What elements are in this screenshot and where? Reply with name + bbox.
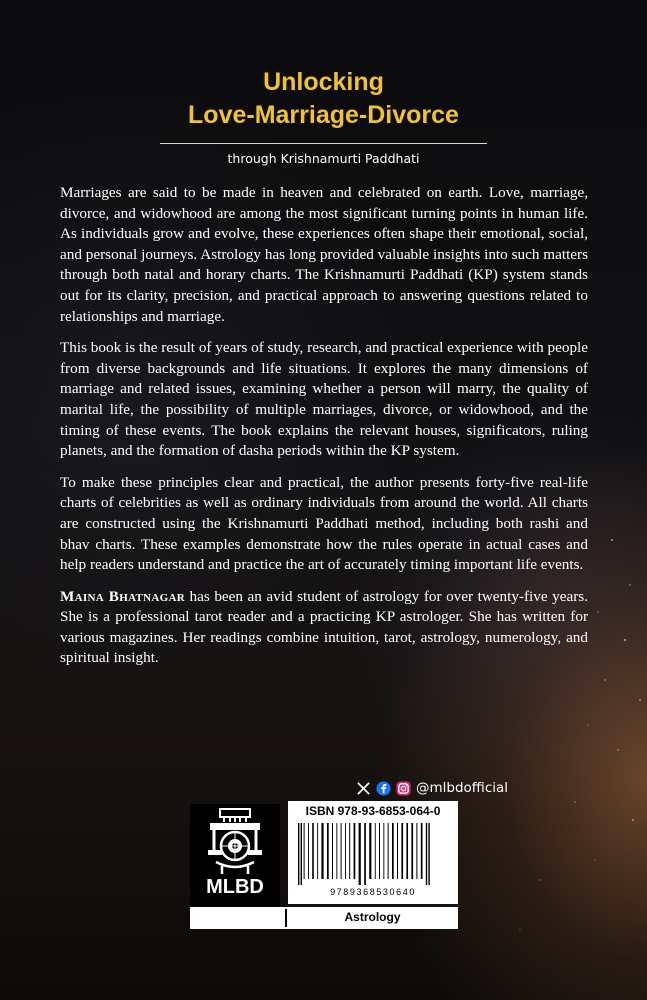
- barcode-bar: [421, 823, 423, 879]
- barcode-bar: [312, 823, 314, 879]
- title-line-1: Unlocking: [263, 68, 384, 96]
- isbn-barcode-box: [288, 801, 458, 904]
- barcode-bar: [354, 823, 356, 879]
- barcode-bar: [416, 823, 417, 879]
- book-subtitle: through Krishnamurti Paddhati: [227, 151, 420, 166]
- barcode-bar: [336, 823, 337, 879]
- blurb-paragraph-3: To make these principles clear and practical, the author presents forty-five real-life charts of celebrities as well as ordinary individuals from around the world. All charts are constructed using the Krishnamurti Paddhati method, including both rashi and bhav charts. These examples demonstrate how the rules operate in actual cases and help readers understand and practice the art of accurately timing important life events.: [60, 473, 588, 574]
- barcode-bar: [308, 823, 309, 879]
- category-label: Astrology: [344, 910, 401, 924]
- author-name: Maina Bhatnagar: [60, 587, 185, 605]
- barcode-bar: [298, 823, 299, 885]
- barcode-bar: [428, 823, 429, 885]
- blurb-paragraph-2: This book is the result of years of study, research, and practical experience with people from diverse backgrounds and life situations. It explores the many dimensions of marriage and related issues, examining whether a person will marry, the quality of marital life, the possibility of multiple marriages, divorce, or widowhood, and the timing of these events. The book explains the relevant houses, significators, ruling planets, and the formation of dasha periods within the KP system.: [60, 339, 588, 460]
- barcode-bar: [349, 823, 350, 879]
- barcode-bar: [401, 823, 403, 879]
- barcode-bar: [411, 823, 413, 879]
- barcode-bar: [327, 823, 329, 879]
- isbn-label: ISBN 978-93-6853-064-0: [305, 804, 441, 818]
- title-divider: [160, 143, 487, 144]
- barcode-bar: [317, 823, 318, 879]
- blurb-paragraph-1: Marriages are said to be made in heaven and celebrated on earth. Love, marriage, divorce, and widowhood are among the most significant turning points in human life. As individuals grow and evolve, these experiences often shape their emotional, social, and personal journeys. Astrology has long provided valuable insights into such matters through both natal and horary charts. The Krishnamurti Paddhati (KP) system stands out for its clarity, precision, and practical approach to answering questions related to relationships and marriage.: [60, 184, 588, 325]
- barcode-bar: [359, 823, 361, 885]
- barcode-bar: [397, 823, 398, 879]
- barcode-bar: [301, 823, 302, 885]
- barcode-bar: [388, 823, 389, 879]
- social-handle[interactable]: @mlbdofficial: [416, 780, 509, 796]
- social-links: [356, 778, 508, 798]
- barcode-digits: 9789368530640: [330, 887, 416, 897]
- barcode-bar: [392, 823, 394, 879]
- barcode-bar: [332, 823, 333, 879]
- barcode-bar: [426, 823, 427, 885]
- instagram-icon[interactable]: [396, 781, 411, 796]
- barcode-bar: [345, 823, 346, 879]
- author-bio: [60, 587, 588, 669]
- barcode-bar: [406, 823, 408, 879]
- barcode-bar: [379, 823, 380, 879]
- book-title: [0, 66, 647, 132]
- barcode-bar: [369, 823, 371, 879]
- title-line-2: Love-Marriage-Divorce: [188, 101, 459, 129]
- barcode-bar: [304, 823, 305, 879]
- publisher-name: MLBD: [206, 876, 264, 898]
- facebook-icon[interactable]: [376, 781, 391, 796]
- barcode-bar: [375, 823, 376, 879]
- category-bar: [190, 907, 458, 929]
- barcode-bar: [364, 823, 366, 885]
- barcode: [296, 823, 450, 885]
- publisher-emblem-icon: [206, 806, 264, 878]
- barcode-bar: [341, 823, 342, 879]
- barcode-bar: [321, 823, 323, 879]
- barcode-bar: [383, 823, 384, 879]
- author-bio-text: has been an avid student of astrology for over twenty-five years. She is a professional tarot reader and a practicing KP astrologer. She has written for various magazines. Her readings combine intuition, tarot, astrology, numerology, and spiritual insight.: [60, 587, 588, 667]
- blurb: [60, 183, 588, 680]
- x-icon[interactable]: [356, 781, 371, 796]
